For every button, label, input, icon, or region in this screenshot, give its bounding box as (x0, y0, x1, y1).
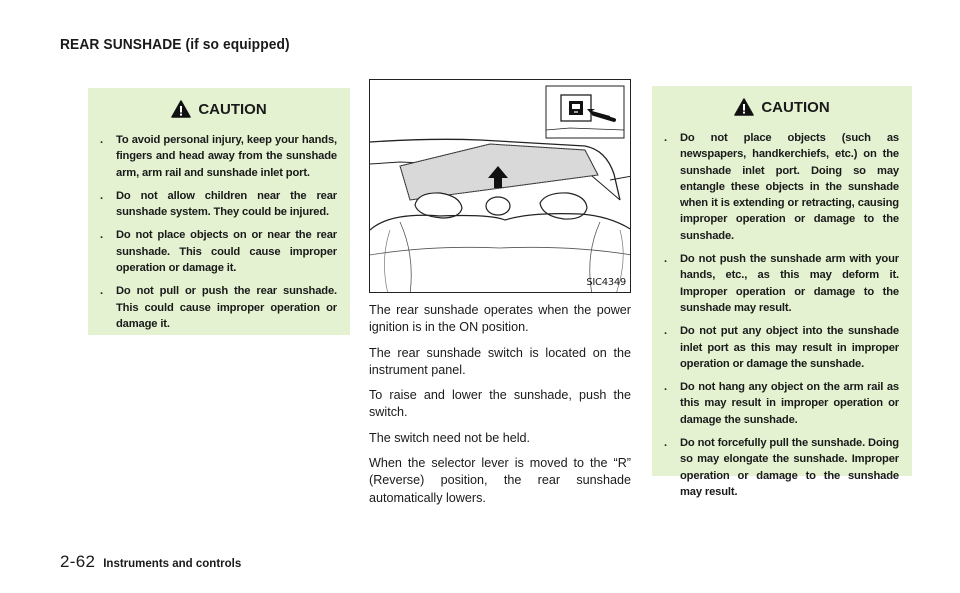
caution-item-text: Do not place objects on or near the rear sunshade. This could cause improper operation or damage it. (116, 229, 337, 275)
caution-item (664, 323, 899, 372)
caution-list-right (652, 130, 912, 500)
caution-heading-left (88, 100, 350, 118)
caution-item (100, 283, 337, 332)
figure-code: SIC4349 (586, 277, 626, 288)
page-number: 2-62 (60, 552, 96, 571)
caution-title: CAUTION (761, 98, 830, 116)
caution-item (664, 379, 899, 428)
bullet: . (100, 134, 103, 146)
body-paragraph: When the selector lever is moved to the “R” (Reverse) position, the rear sunshade automatically lowers. (369, 456, 631, 505)
bullet: . (100, 189, 103, 202)
caution-item (100, 227, 337, 276)
warning-triangle-icon (734, 98, 754, 116)
page-footer (60, 552, 241, 572)
caution-list-left (88, 132, 350, 332)
caution-item (100, 132, 337, 181)
caution-item-text: Do not place objects (such as newspapers, handkerchiefs, etc.) on the sunshade inlet port. Doing so may entangle these objects in the sunshade when it is extending or retracting, causing improper operation or damage to the sunshade. (680, 132, 899, 242)
caution-item (664, 435, 899, 500)
body-text (369, 302, 631, 515)
caution-item-text: Do not allow children near the rear sunshade system. They could be injured. (116, 189, 337, 219)
bullet: . (664, 325, 667, 338)
caution-item-text: Do not put any object into the sunshade inlet port as this may result in improper operation or damage the sunshade. (680, 325, 899, 370)
caution-item-text: Do not forcefully pull the sunshade. Doing so may elongate the sunshade. Improper operation or damage to the sunshade may result. (680, 437, 899, 498)
switch-inset (546, 86, 624, 138)
sunshade-figure (369, 79, 631, 293)
bullet: . (664, 437, 667, 450)
caution-item (664, 251, 899, 316)
body-paragraph: The rear sunshade switch is located on the instrument panel. (369, 345, 631, 377)
caution-box-left (88, 88, 350, 335)
caution-title: CAUTION (198, 100, 267, 118)
bullet: . (664, 381, 667, 394)
rear-seat-sunshade-illustration (370, 80, 631, 293)
chapter-name: Instruments and controls (103, 558, 242, 570)
sunshade-switch-icon (569, 101, 583, 115)
caution-box-right (652, 86, 912, 498)
body-paragraph: The switch need not be held. (369, 430, 531, 445)
caution-item (664, 130, 899, 244)
body-paragraph: To raise and lower the sunshade, push the switch. (369, 388, 631, 420)
bullet: . (664, 132, 667, 144)
bullet: . (100, 285, 103, 298)
body-paragraph: The rear sunshade operates when the power ignition is in the ON position. (369, 303, 631, 335)
bullet: . (664, 253, 667, 266)
caution-heading-right (652, 98, 912, 116)
caution-item-text: Do not pull or push the rear sunshade. This could cause improper operation or damage it. (116, 285, 337, 330)
bullet: . (100, 229, 103, 242)
warning-triangle-icon (171, 100, 191, 118)
caution-item-text: Do not hang any object on the arm rail as this may result in improper operation or damage the sunshade. (680, 381, 899, 426)
caution-item-text: Do not push the sunshade arm with your hands, etc., as this may deform it. Improper operation or damage to the sunshade may result. (680, 253, 899, 314)
caution-item-text: To avoid personal injury, keep your hands, fingers and head away from the sunshade arm, arm rail and sunshade inlet port. (116, 134, 337, 179)
caution-item (100, 188, 337, 221)
section-title: REAR SUNSHADE (if so equipped) (60, 36, 290, 53)
